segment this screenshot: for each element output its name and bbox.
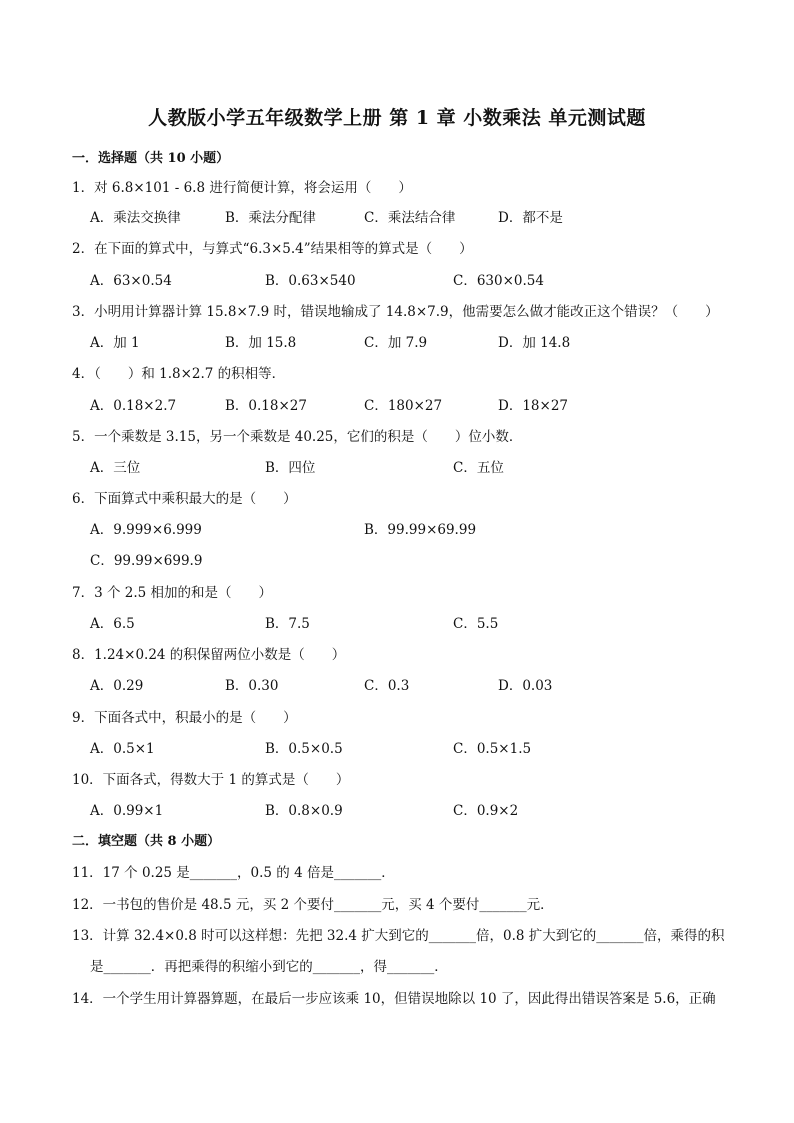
question-4: 4．（ ）和 1.8×2.7 的积相等． — [72, 366, 286, 382]
q3-option-a: A．加 1 — [90, 335, 140, 351]
question-13: 13．计算 32.4×0.8 时可以这样想：先把 32.4 扩大到它的_______倍，0.8 扩大到它的_______倍，乘得的积 — [72, 928, 725, 944]
q8-option-b: B．0.30 — [225, 678, 279, 694]
section-heading-fill: 二．填空题（共 8 小题） — [72, 834, 221, 849]
question-7: 7．3 个 2.5 相加的和是（ ） — [72, 585, 273, 601]
q4-option-c: C．180×27 — [364, 398, 443, 414]
q7-option-a: A．6.5 — [90, 616, 135, 632]
q8-option-c: C．0.3 — [364, 678, 410, 694]
q7-option-b: B．7.5 — [265, 616, 310, 632]
q4-option-b: B．0.18×27 — [225, 398, 307, 414]
q5-option-c: C．五位 — [453, 460, 504, 476]
question-5: 5．一个乘数是 3.15，另一个乘数是 40.25，它们的积是（ ）位小数． — [72, 429, 523, 445]
section-heading-choice: 一．选择题（共 10 小题） — [72, 151, 230, 166]
q8-option-d: D．0.03 — [498, 678, 553, 694]
q6-option-b: B．99.99×69.99 — [364, 522, 477, 538]
question-3: 3．小明用计算器计算 15.8×7.9 时，错误地输成了 14.8×7.9，他需要怎么做才能改正这个错误？（ ） — [72, 304, 719, 320]
q4-option-a: A．0.18×2.7 — [90, 398, 177, 414]
q10-option-a: A．0.99×1 — [90, 803, 164, 819]
q2-option-b: B．0.63×540 — [265, 273, 356, 289]
page-title: 人教版小学五年级数学上册 第 1 章 小数乘法 单元测试题 — [148, 107, 646, 129]
question-14: 14．一个学生用计算器算题，在最后一步应该乘 10，但错误地除以 10 了，因此得出错误答案是 5.6，正确 — [72, 991, 716, 1007]
question-2: 2．在下面的算式中，与算式“6.3×5.4”结果相等的算式是（ ） — [72, 241, 473, 257]
question-13-continued: 是_______．再把乘得的积缩小到它的_______，得_______． — [90, 959, 448, 975]
q5-option-a: A．三位 — [90, 460, 141, 476]
q7-option-c: C．5.5 — [453, 616, 499, 632]
q6-option-a: A．9.999×6.999 — [90, 522, 202, 538]
q9-option-b: B．0.5×0.5 — [265, 741, 343, 757]
q1-option-a: A．乘法交换律 — [90, 210, 181, 226]
q3-option-b: B．加 15.8 — [225, 335, 297, 351]
q8-option-a: A．0.29 — [90, 678, 144, 694]
question-1: 1．对 6.8×101 - 6.8 进行简便计算，将会运用（ ） — [72, 180, 412, 196]
q9-option-a: A．0.5×1 — [90, 741, 155, 757]
q5-option-b: B．四位 — [265, 460, 316, 476]
question-11: 11．17 个 0.25 是_______，0.5 的 4 倍是_______． — [72, 865, 395, 881]
q1-option-c: C．乘法结合律 — [364, 210, 456, 226]
q1-option-b: B．乘法分配律 — [225, 210, 316, 226]
q6-option-c: C．99.99×699.9 — [90, 553, 203, 569]
q3-option-c: C．加 7.9 — [364, 335, 428, 351]
question-6: 6．下面算式中乘积最大的是（ ） — [72, 491, 297, 507]
question-9: 9．下面各式中，积最小的是（ ） — [72, 710, 297, 726]
question-12: 12．一书包的售价是 48.5 元，买 2 个要付_______元，买 4 个要付_______元． — [72, 897, 554, 913]
question-10: 10．下面各式，得数大于 1 的算式是（ ） — [72, 772, 350, 788]
q10-option-c: C．0.9×2 — [453, 803, 519, 819]
q1-option-d: D．都不是 — [498, 210, 563, 226]
q4-option-d: D．18×27 — [498, 398, 568, 414]
q9-option-c: C．0.5×1.5 — [453, 741, 532, 757]
q2-option-c: C．630×0.54 — [453, 273, 544, 289]
q10-option-b: B．0.8×0.9 — [265, 803, 343, 819]
question-8: 8．1.24×0.24 的积保留两位小数是（ ） — [72, 647, 346, 663]
q3-option-d: D．加 14.8 — [498, 335, 571, 351]
q2-option-a: A．63×0.54 — [90, 273, 172, 289]
